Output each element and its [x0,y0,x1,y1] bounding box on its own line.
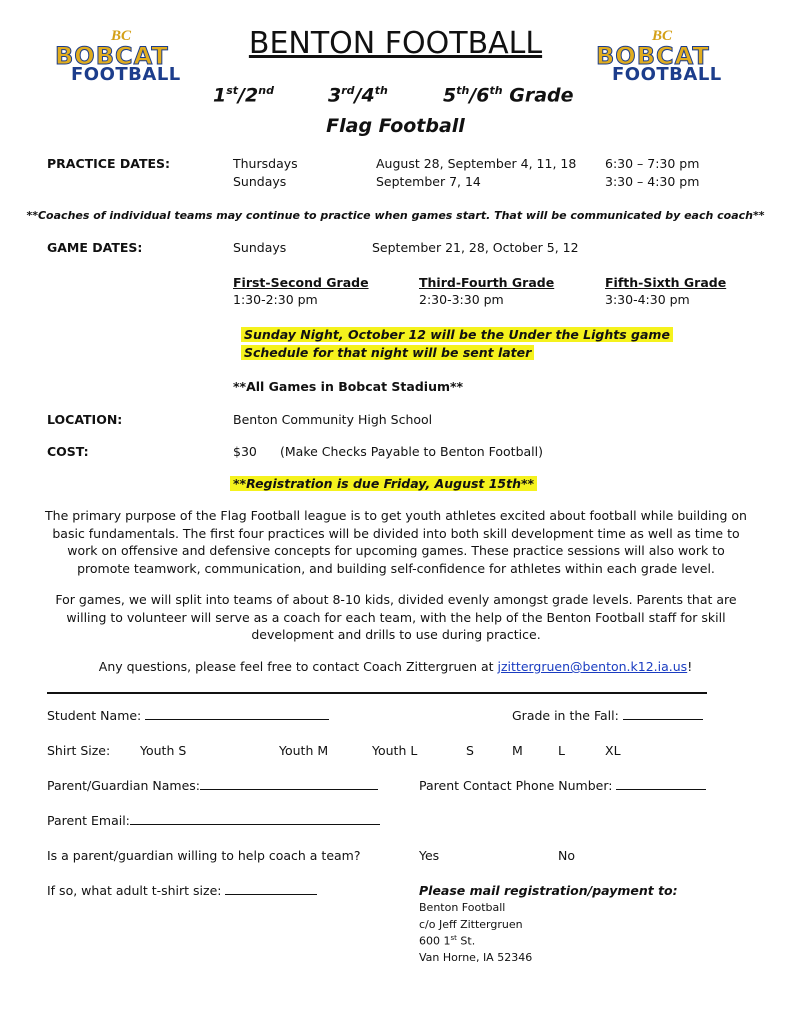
game-time-1: 1:30-2:30 pm [233,292,318,307]
grade-group-3: 5th/6th Grade [443,84,574,107]
mail-heading: Please mail registration/payment to: [419,883,678,898]
grade-group-2: 3rd/4th [328,84,388,107]
games-paragraph: For games, we will split into teams of about 8-10 kids, divided evenly amongst grade levels. Parents that are willing to volunteer will serve as a coach for each team, with the help of the Benton Football staff for skill development and drills to use during practice. [55,592,737,642]
mail-line-1: Benton Football [419,901,506,914]
contact-line [0,659,791,674]
grade-fall-field[interactable] [623,719,703,720]
logo-bobcat-text: BOBCAT [596,42,710,70]
logo-football-text: FOOTBALL [612,64,722,85]
subtitle: Flag Football [326,115,465,137]
size-option-l[interactable]: L [558,743,565,758]
under-lights-highlight: Sunday Night, October 12 will be the Under the Lights game [241,327,673,342]
cost-label: COST: [47,444,89,459]
form-divider [47,692,707,694]
grade-header-1: First-Second Grade [233,275,369,290]
page-title: BENTON FOOTBALL [248,26,543,61]
mail-line-3: 600 1st St. [419,934,476,948]
coach-note: **Coaches of individual teams may continue to practice when games start. That will be communicated by each coach** [26,209,765,222]
game-dates-label: GAME DATES: [47,240,143,255]
parent-names-field[interactable] [200,789,378,790]
registration-due: **Registration is due Friday, August 15th** [230,476,537,491]
logo-football-text: FOOTBALL [71,64,181,85]
game-dates: September 21, 28, October 5, 12 [372,240,579,255]
size-option-xl[interactable]: XL [605,743,621,758]
size-option-youth-s[interactable]: Youth S [140,743,187,758]
game-time-2: 2:30-3:30 pm [419,292,504,307]
practice-dates-2: September 7, 14 [376,174,481,189]
parent-email-field[interactable] [130,824,380,825]
coach-yes-option[interactable]: Yes [419,848,440,863]
size-option-youth-m[interactable]: Youth M [279,743,329,758]
game-day: Sundays [233,240,287,255]
adult-shirt-label: If so, what adult t-shirt size: [47,883,222,898]
parent-phone-label: Parent Contact Phone Number: [419,778,613,793]
grade-group-1: 1st/2nd [213,84,274,107]
student-name-row [47,708,329,723]
practice-time-1: 6:30 – 7:30 pm [605,156,700,171]
adult-shirt-row [47,883,317,898]
contact-text: Any questions, please feel free to contact Coach Zittergruen at [98,659,498,674]
shirt-size-label: Shirt Size: [47,743,111,758]
size-option-s[interactable]: S [466,743,474,758]
logo-bobcat-text: BOBCAT [55,42,169,70]
student-name-field[interactable] [145,719,329,720]
parent-email-row [47,813,380,828]
practice-label: PRACTICE DATES: [47,156,171,171]
practice-dates-1: August 28, September 4, 11, 18 [376,156,577,171]
grade-header-2: Third-Fourth Grade [419,275,555,290]
schedule-later-highlight: Schedule for that night will be sent later [241,345,534,360]
logo-monogram: BC [652,28,673,44]
contact-trail: ! [687,659,693,674]
grade-fall-row [512,708,703,723]
location-value: Benton Community High School [233,412,433,427]
adult-shirt-field[interactable] [225,894,317,895]
coach-no-option[interactable]: No [558,848,575,863]
practice-time-2: 3:30 – 4:30 pm [605,174,700,189]
grade-header-3: Fifth-Sixth Grade [605,275,727,290]
practice-day-1: Thursdays [233,156,298,171]
coach-question: Is a parent/guardian willing to help coach a team? [47,848,361,863]
stadium-note: **All Games in Bobcat Stadium** [233,379,464,394]
mail-line-2: c/o Jeff Zittergruen [419,918,523,931]
purpose-paragraph: The primary purpose of the Flag Football league is to get youth athletes excited about football while building on basic fundamentals. The first four practices will be divided into both skill development time as well as time to work on offensive and defensive concepts for upcoming games. These practice sessions will also work to promote teamwork, communication, and building self-confidence for athletes within each grade level. [45,508,747,576]
parent-phone-row [419,778,706,793]
cost-note: (Make Checks Payable to Benton Football) [280,444,543,459]
mail-line-4: Van Horne, IA 52346 [419,951,533,964]
logo-monogram: BC [111,28,132,44]
contact-email-link[interactable]: jzittergruen@benton.k12.ia.us [497,659,688,674]
location-label: LOCATION: [47,412,123,427]
size-option-youth-l[interactable]: Youth L [372,743,418,758]
practice-day-2: Sundays [233,174,287,189]
size-option-m[interactable]: M [512,743,523,758]
parent-names-label: Parent/Guardian Names: [47,778,200,793]
game-time-3: 3:30-4:30 pm [605,292,690,307]
student-name-label: Student Name: [47,708,142,723]
parent-email-label: Parent Email: [47,813,130,828]
grade-fall-label: Grade in the Fall: [512,708,619,723]
parent-names-row [47,778,378,793]
parent-phone-field[interactable] [616,789,706,790]
cost-value: $30 [233,444,257,459]
